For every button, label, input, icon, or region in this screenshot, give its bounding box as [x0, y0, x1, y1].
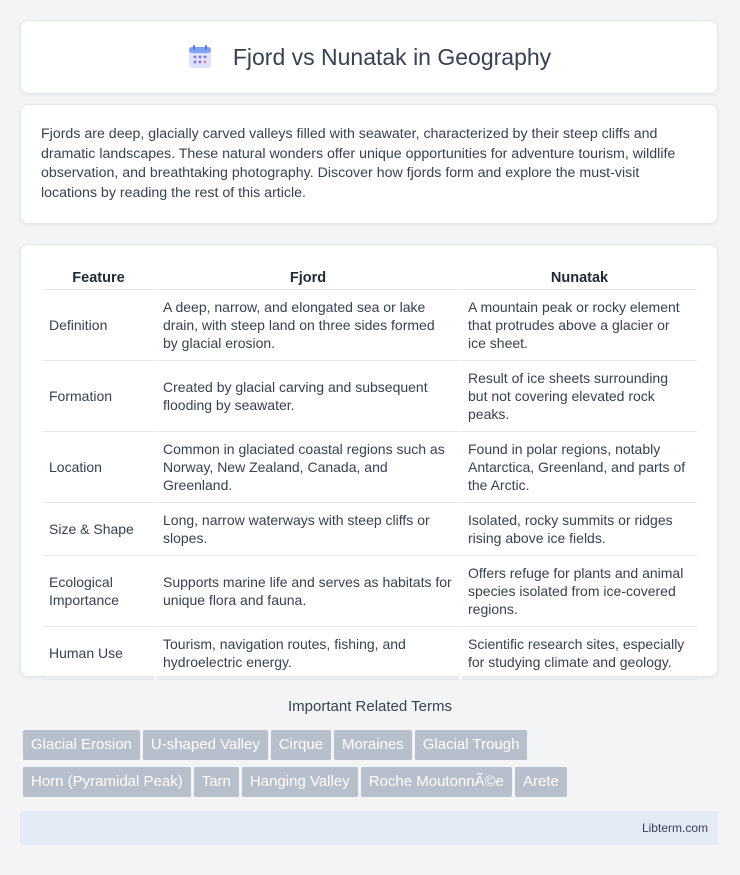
table-header-row — [43, 265, 697, 290]
header-card — [20, 20, 718, 94]
comparison-table-card — [20, 244, 718, 677]
related-term-tag[interactable]: Tarn — [194, 767, 239, 797]
row-fjord: Created by glacial carving and subsequent flooding by seawater. — [154, 361, 459, 432]
table-row — [43, 556, 697, 627]
row-feature: Formation — [43, 361, 154, 432]
related-term-tag[interactable]: Cirque — [271, 730, 331, 760]
intro-card — [20, 104, 718, 224]
related-term-tag[interactable]: Hanging Valley — [242, 767, 358, 797]
comparison-table — [43, 265, 697, 680]
related-term-tag[interactable]: Glacial Trough — [415, 730, 528, 760]
related-term-tag[interactable]: Arete — [515, 767, 567, 797]
table-row — [43, 432, 697, 503]
row-nunatak: Isolated, rocky summits or ridges rising above ice fields. — [459, 503, 697, 556]
row-fjord: A deep, narrow, and elongated sea or lake drain, with steep land on three sides formed by glacial erosion. — [154, 290, 459, 361]
row-fjord: Supports marine life and serves as habitats for unique flora and fauna. — [154, 556, 459, 627]
row-fjord: Long, narrow waterways with steep cliffs or slopes. — [154, 503, 459, 556]
related-terms-title: Important Related Terms — [288, 698, 452, 715]
related-term-tag[interactable]: Roche MoutonnÃ©e — [361, 767, 512, 797]
row-feature: Definition — [43, 290, 154, 361]
row-feature: Human Use — [43, 627, 154, 680]
footer — [20, 811, 718, 845]
intro-text: Fjords are deep, glacially carved valleys filled with seawater, characterized by their steep cliffs and dramatic landscapes. These natural wonders offer unique opportunities for adventure tourism, wildlife observation, and breathtaking photography. Discover how fjords form and explore the must-visit locations by reading the rest of this article. — [41, 126, 676, 201]
header-feature: Feature — [43, 265, 154, 290]
table-row — [43, 503, 697, 556]
table-row — [43, 361, 697, 432]
header-fjord: Fjord — [154, 265, 459, 290]
table-row — [43, 290, 697, 361]
header-nunatak: Nunatak — [459, 265, 697, 290]
footer-site-link[interactable]: Libterm.com — [641, 821, 708, 835]
related-term-tag[interactable]: Horn (Pyramidal Peak) — [23, 767, 191, 797]
row-fjord: Tourism, navigation routes, fishing, and hydroelectric energy. — [154, 627, 459, 680]
row-nunatak: Offers refuge for plants and animal species isolated from ice-covered regions. — [459, 556, 697, 627]
row-nunatak: Found in polar regions, notably Antarctica, Greenland, and parts of the Arctic. — [459, 432, 697, 503]
row-nunatak: Result of ice sheets surrounding but not covering elevated rock peaks. — [459, 361, 697, 432]
related-term-tag[interactable]: Moraines — [334, 730, 412, 760]
row-feature: Ecological Importance — [43, 556, 154, 627]
page-title: Fjord vs Nunatak in Geography — [232, 43, 552, 70]
row-nunatak: A mountain peak or rocky element that protrudes above a glacier or ice sheet. — [459, 290, 697, 361]
related-term-tag[interactable]: Glacial Erosion — [23, 730, 140, 760]
calendar-icon — [187, 44, 213, 70]
related-term-tag[interactable]: U-shaped Valley — [143, 730, 268, 760]
table-row — [43, 627, 697, 680]
row-feature: Location — [43, 432, 154, 503]
row-nunatak: Scientific research sites, especially for studying climate and geology. — [459, 627, 697, 680]
related-terms-list — [23, 730, 723, 804]
row-feature: Size & Shape — [43, 503, 154, 556]
row-fjord: Common in glaciated coastal regions such as Norway, New Zealand, Canada, and Greenland. — [154, 432, 459, 503]
